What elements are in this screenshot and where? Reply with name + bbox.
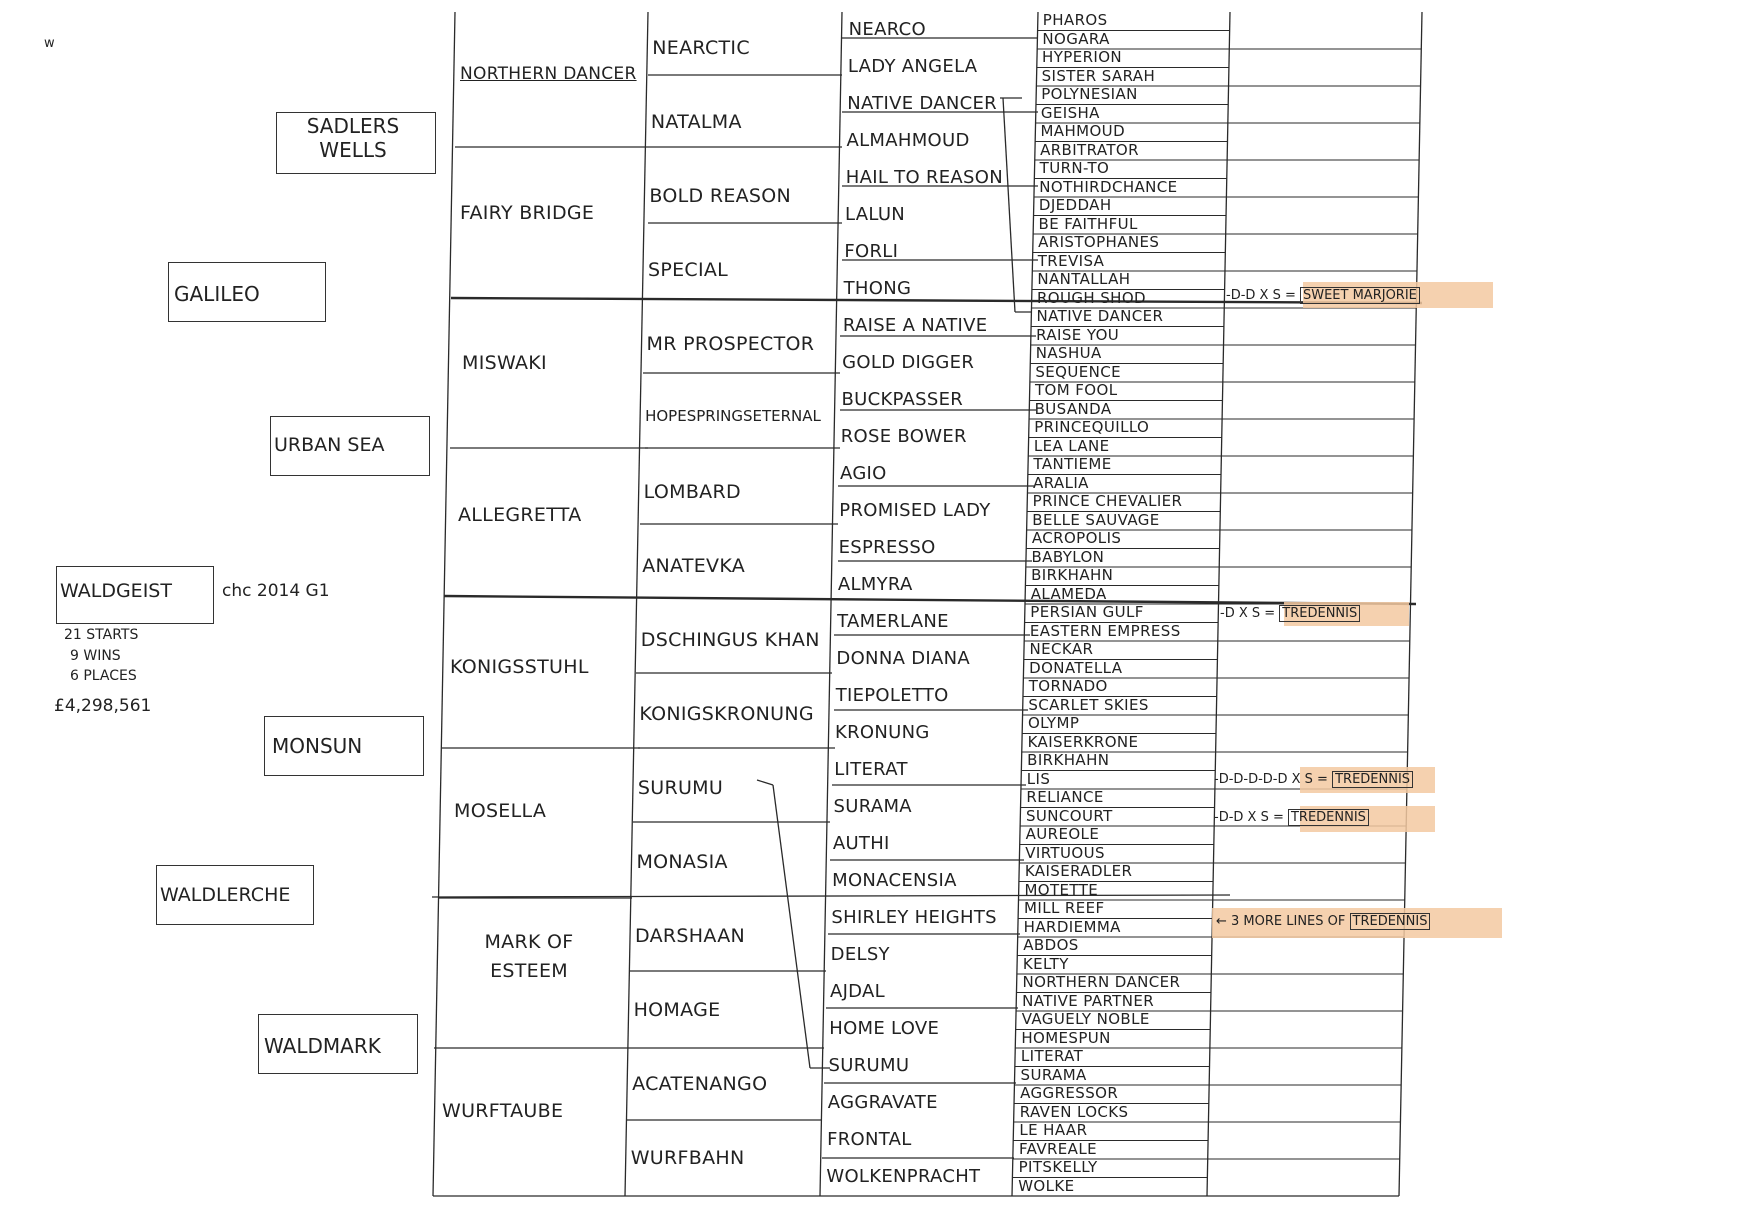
gen4-name-4: MR PROSPECTOR: [646, 333, 815, 355]
gen6-name-62: PITSKELLY: [1018, 1158, 1098, 1177]
subject-earnings: £4,298,561: [54, 696, 152, 716]
gen4-name-0: NEARCTIC: [652, 37, 750, 59]
gen6-name-31: ALAMEDA: [1030, 584, 1107, 603]
gen3-name-7: WURFTAUBE: [442, 1100, 564, 1122]
gen4-name-7: ANATEVKA: [642, 555, 746, 577]
gen5-name-27: HOME LOVE: [829, 1017, 940, 1039]
gen6-name-12: ARISTOPHANES: [1038, 233, 1160, 252]
gen6-name-17: RAISE YOU: [1036, 325, 1120, 344]
subject-details: chc 2014 G1: [222, 581, 330, 601]
gen2-name-2: MONSUN: [272, 734, 363, 758]
gen4-name-13: HOMAGE: [633, 999, 721, 1021]
subject-starts: 21 STARTS: [64, 627, 139, 643]
gen6-name-51: KELTY: [1022, 954, 1069, 973]
gen6-name-32: PERSIAN GULF: [1030, 603, 1144, 622]
subject-places: 6 PLACES: [70, 668, 137, 684]
gen5-name-28: SURUMU: [828, 1054, 910, 1076]
gen6-name-26: PRINCE CHEVALIER: [1032, 492, 1183, 511]
gen3-name-2: MISWAKI: [462, 352, 547, 374]
gen4-name-11: MONASIA: [636, 851, 728, 873]
gen6-name-4: POLYNESIAN: [1041, 85, 1138, 104]
gen4-name-6: LOMBARD: [643, 481, 741, 503]
sire-name: GALILEO: [174, 282, 260, 306]
gen6-name-52: NORTHERN DANCER: [1022, 973, 1181, 992]
annotation-prefix: -D-D-D-D-D X S =: [1214, 772, 1333, 787]
gen3-name-0: NORTHERN DANCER: [460, 64, 637, 84]
gen6-name-41: LIS: [1026, 769, 1051, 788]
gen5-name-7: THONG: [843, 277, 912, 299]
gen3-name-3: ALLEGRETTA: [458, 504, 582, 526]
gen5-name-5: LALUN: [845, 203, 906, 225]
gen6-name-35: DONATELLA: [1029, 658, 1123, 677]
gen6-name-3: SISTER SARAH: [1041, 66, 1156, 85]
gen6-name-55: HOMESPUN: [1021, 1028, 1111, 1047]
gen5-name-2: NATIVE DANCER: [847, 92, 997, 114]
gen6-name-30: BIRKHAHN: [1031, 566, 1114, 585]
gen3-name-1: FAIRY BRIDGE: [460, 202, 595, 224]
annotation-label: TREDENNIS: [1288, 809, 1369, 826]
gen6-name-36: TORNADO: [1028, 677, 1108, 696]
gen5-name-13: PROMISED LADY: [839, 499, 991, 521]
gen4-name-8: DSCHINGUS KHAN: [640, 629, 820, 651]
gen6-name-21: BUSANDA: [1034, 399, 1112, 418]
gen5-name-20: LITERAT: [834, 758, 908, 780]
annotation-1: [1220, 606, 1360, 621]
subject-wins: 9 WINS: [70, 648, 121, 664]
gen6-name-38: OLYMP: [1027, 714, 1080, 733]
gen4-name-1: NATALMA: [650, 111, 742, 133]
gen6-name-49: HARDIEMMA: [1023, 917, 1121, 936]
gen6-name-40: BIRKHAHN: [1027, 751, 1110, 770]
gen6-name-27: BELLE SAUVAGE: [1032, 510, 1160, 529]
gen5-name-22: AUTHI: [832, 832, 890, 854]
annotation-label: SWEET MARJORIE: [1300, 287, 1420, 304]
annotation-label: TREDENNIS: [1279, 605, 1360, 622]
gen5-name-15: ALMYRA: [837, 573, 913, 595]
gen6-name-58: AGGRESSOR: [1020, 1084, 1119, 1103]
gen6-name-46: KAISERADLER: [1024, 862, 1133, 881]
gen4-name-12: DARSHAAN: [635, 925, 746, 947]
annotation-label: TREDENNIS: [1332, 771, 1413, 788]
gen5-name-1: LADY ANGELA: [847, 55, 978, 77]
gen6-name-11: BE FAITHFUL: [1038, 214, 1138, 233]
gen6-name-1: NOGARA: [1042, 29, 1110, 48]
annotation-prefix: ← 3 MORE LINES OF: [1216, 914, 1350, 929]
gen3-name-4: KONIGSSTUHL: [450, 656, 589, 678]
gen6-name-18: NASHUA: [1035, 344, 1102, 363]
gen6-name-2: HYPERION: [1042, 48, 1123, 67]
gen6-name-61: FAVREALE: [1018, 1139, 1097, 1158]
gen6-name-37: SCARLET SKIES: [1028, 695, 1149, 714]
gen6-name-28: ACROPOLIS: [1031, 529, 1122, 548]
gen6-name-54: VAGUELY NOBLE: [1021, 1010, 1150, 1029]
gen5-name-30: FRONTAL: [827, 1128, 912, 1150]
gen3-name-6: MARK OF ESTEEM: [484, 931, 574, 982]
gen6-name-0: PHAROS: [1042, 11, 1108, 30]
gen5-name-25: DELSY: [830, 943, 890, 965]
gen6-name-19: SEQUENCE: [1035, 362, 1122, 381]
gen5-name-18: TIEPOLETTO: [835, 684, 949, 706]
gen6-name-14: NANTALLAH: [1037, 270, 1131, 289]
gen5-name-23: MONACENSIA: [832, 869, 957, 891]
gen5-name-17: DONNA DIANA: [836, 647, 970, 669]
gen5-name-0: NEARCO: [848, 18, 926, 40]
gen5-name-6: FORLI: [844, 240, 899, 262]
gen4-name-2: BOLD REASON: [649, 185, 792, 207]
gen6-name-5: GEISHA: [1040, 103, 1100, 122]
gen2-name-1: URBAN SEA: [274, 434, 385, 456]
dam-name: WALDLERCHE: [160, 884, 291, 906]
gen6-name-13: TREVISA: [1037, 251, 1105, 270]
gen4-name-3: SPECIAL: [647, 259, 729, 281]
annotation-2: [1214, 772, 1413, 787]
gen4-name-9: KONIGSKRONUNG: [639, 703, 814, 725]
gen4-name-14: ACATENANGO: [632, 1073, 768, 1095]
gen3-name-5: MOSELLA: [454, 800, 547, 822]
subject-name: WALDGEIST: [60, 580, 172, 602]
gen6-name-29: BABYLON: [1031, 547, 1105, 566]
gen5-name-24: SHIRLEY HEIGHTS: [831, 906, 997, 928]
gen6-name-24: TANTIEME: [1033, 455, 1112, 474]
gen5-name-9: GOLD DIGGER: [842, 351, 975, 373]
gen5-name-14: ESPRESSO: [838, 536, 936, 558]
gen6-name-25: ARALIA: [1033, 473, 1089, 492]
gen5-name-16: TAMERLANE: [837, 610, 949, 632]
gen6-name-50: ABDOS: [1023, 936, 1079, 955]
gen6-name-63: WOLKE: [1018, 1176, 1075, 1195]
gen5-name-10: BUCKPASSER: [841, 388, 964, 410]
gen6-name-16: NATIVE DANCER: [1036, 307, 1164, 326]
gen5-name-4: HAIL TO REASON: [845, 166, 1004, 188]
gen6-name-20: TOM FOOL: [1034, 381, 1118, 400]
gen6-name-15: ROUGH SHOD: [1036, 288, 1146, 307]
gen6-name-45: VIRTUOUS: [1025, 843, 1105, 862]
annotation-4: [1216, 914, 1430, 929]
annotation-3: [1214, 810, 1369, 825]
annotation-prefix: -D-D X S =: [1214, 810, 1288, 825]
gen5-name-8: RAISE A NATIVE: [842, 314, 988, 336]
gen6-name-60: LE HAAR: [1019, 1121, 1088, 1140]
gen4-name-5: HOPESPRINGSETERNAL: [645, 407, 821, 425]
gen6-name-47: MOTETTE: [1024, 880, 1099, 899]
gen6-name-53: NATIVE PARTNER: [1022, 991, 1155, 1010]
gen5-name-12: AGIO: [840, 462, 887, 484]
gen4-name-10: SURUMU: [637, 777, 724, 799]
annotation-prefix: -D-D X S =: [1226, 288, 1300, 303]
gen4-name-15: WURFBAHN: [630, 1147, 745, 1169]
gen6-name-33: EASTERN EMPRESS: [1029, 621, 1181, 640]
annotation-label: TREDENNIS: [1350, 913, 1431, 930]
gen6-name-34: NECKAR: [1029, 640, 1094, 659]
gen6-name-42: RELIANCE: [1026, 788, 1104, 807]
gen6-name-39: KAISERKRONE: [1027, 732, 1139, 751]
gen6-name-22: PRINCEQUILLO: [1034, 418, 1150, 437]
gen5-name-31: WOLKENPRACHT: [826, 1165, 981, 1187]
annotation-0: [1226, 288, 1420, 303]
gen6-name-9: NOTHIRDCHANCE: [1039, 177, 1178, 196]
gen5-name-19: KRONUNG: [834, 721, 930, 743]
corner-mark: w: [44, 36, 55, 51]
gen6-name-57: SURAMA: [1020, 1065, 1087, 1084]
gen5-name-21: SURAMA: [833, 795, 912, 817]
gen6-name-56: LITERAT: [1020, 1047, 1084, 1066]
gen6-name-7: ARBITRATOR: [1040, 140, 1139, 159]
gen6-name-43: SUNCOURT: [1026, 806, 1113, 825]
gen6-name-59: RAVEN LOCKS: [1019, 1102, 1129, 1121]
gen5-name-11: ROSE BOWER: [840, 425, 967, 447]
gen5-name-29: AGGRAVATE: [827, 1091, 938, 1113]
gen6-name-44: AUREOLE: [1025, 825, 1100, 844]
gen6-name-10: DJEDDAH: [1038, 196, 1112, 215]
gen2-name-0: SADLERS WELLS: [306, 114, 400, 162]
gen6-name-23: LEA LANE: [1033, 436, 1110, 455]
gen6-name-48: MILL REEF: [1024, 899, 1105, 918]
gen5-name-26: AJDAL: [829, 980, 885, 1002]
gen5-name-3: ALMAHMOUD: [846, 129, 970, 151]
gen2-name-3: WALDMARK: [264, 1034, 381, 1058]
annotation-prefix: -D X S =: [1220, 606, 1280, 621]
gen6-name-6: MAHMOUD: [1040, 122, 1126, 141]
gen6-name-8: TURN-TO: [1039, 159, 1110, 178]
